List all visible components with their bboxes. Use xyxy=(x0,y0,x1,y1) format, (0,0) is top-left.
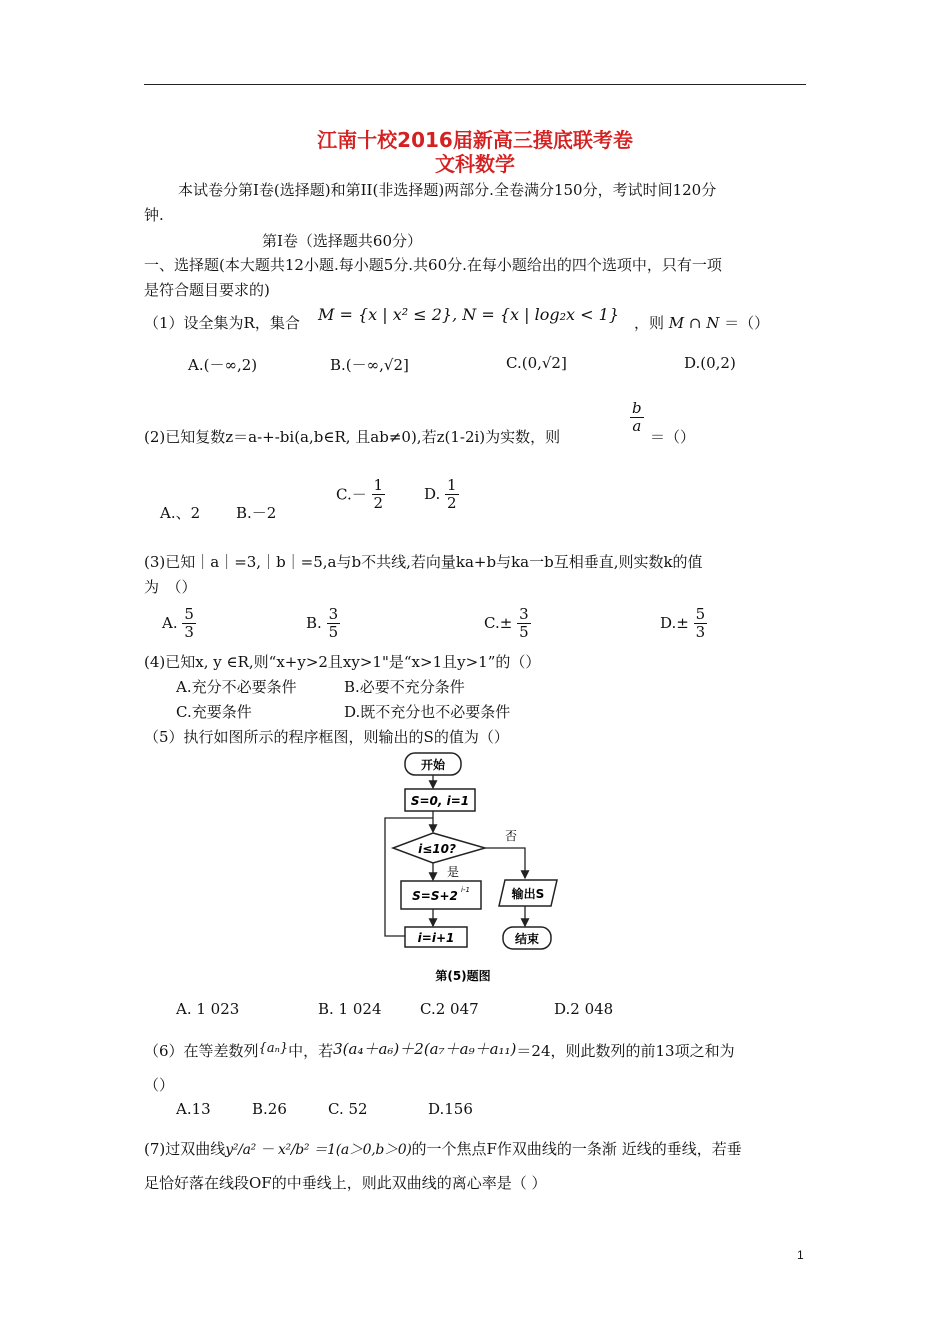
q3-option-c-den: 5 xyxy=(519,622,529,641)
q2-option-c-num: 1 xyxy=(373,476,384,494)
q4-option-a[interactable]: A.充分不必要条件 xyxy=(176,678,297,696)
q2-stem: (2)已知复数z＝a-+-bi(a,b∈R, 且ab≠0),若z(1-2i)为实数，则 xyxy=(144,428,561,446)
q3-option-d-den: 3 xyxy=(695,622,706,641)
q6-line2: （） xyxy=(144,1076,175,1094)
q1-ask-expr: M ∩ N xyxy=(668,314,720,332)
flow-no-label: 否 xyxy=(505,829,518,843)
q2-option-c[interactable] xyxy=(336,477,385,511)
q3-option-a-prefix: A. xyxy=(162,614,178,632)
q1-ask xyxy=(634,312,769,333)
flow-body-superscript: i-1 xyxy=(461,886,470,894)
q1-option-c[interactable]: C.(0,√2] xyxy=(506,354,567,372)
q4-option-b[interactable]: B.必要不充分条件 xyxy=(344,678,465,696)
flow-yes-label: 是 xyxy=(447,865,460,879)
q2-option-d-num: 1 xyxy=(447,476,457,494)
part1-heading: 第Ⅰ卷（选择题共60分） xyxy=(262,232,423,250)
q2-option-c-den: 2 xyxy=(373,493,384,512)
q5-flowchart xyxy=(375,750,575,990)
q6-option-a[interactable]: A.13 xyxy=(176,1100,211,1118)
q7-line2: 足恰好落在线段OF的中垂线上，则此双曲线的离心率是（ ） xyxy=(144,1174,547,1192)
q2-fraction xyxy=(630,400,644,434)
q2-option-c-prefix: C.－ xyxy=(336,485,367,504)
part1-instructions-line1: 一、选择题(本大题共12小题.每小题5分.共60分.在每小题给出的四个选项中，只有一项 xyxy=(144,256,722,274)
q1-stem xyxy=(144,312,300,333)
q6-option-c[interactable]: C. 52 xyxy=(328,1100,368,1118)
q1-prefix: （1）设全集为R，集合 xyxy=(144,314,300,332)
q6-mid: 中，若 xyxy=(288,1042,334,1060)
q6-option-b[interactable]: B.26 xyxy=(252,1100,287,1118)
q6-prefix: （6）在等差数列 xyxy=(144,1042,259,1060)
q4-stem: (4)已知x, y ∈R,则“x+y>2且xy>1"是“x>1且y>1”的（） xyxy=(144,653,541,671)
q2-tail: ＝（） xyxy=(650,428,696,446)
q4-option-d[interactable]: D.既不充分也不必要条件 xyxy=(344,703,511,721)
intro-line2: 钟. xyxy=(144,206,164,224)
q1-sets: M = {x | x² ≤ 2}, N = {x | log₂x < 1} xyxy=(318,305,619,324)
q3-option-a-num: 5 xyxy=(184,605,194,623)
q2-option-d[interactable] xyxy=(424,477,459,511)
q3-option-d[interactable] xyxy=(660,606,707,640)
q1-option-b[interactable]: B.(－∞,√2] xyxy=(330,356,409,374)
q4-option-c[interactable]: C.充要条件 xyxy=(176,703,252,721)
q7-stem xyxy=(144,1138,742,1159)
q3-line1: (3)已知｜a｜=3,｜b｜=5,a与b不共线,若向量ka+b与ka一b互相垂直,则实数k的值 xyxy=(144,553,703,571)
q2-option-b[interactable]: B.－2 xyxy=(236,504,277,522)
part1-instructions-line2: 是符合题目要求的) xyxy=(144,281,270,299)
q1-set-m: M = {x | x² ≤ 2} xyxy=(318,305,453,324)
q3-option-a-den: 3 xyxy=(184,622,194,641)
q3-option-a[interactable] xyxy=(162,606,196,640)
q5-option-d[interactable]: D.2 048 xyxy=(554,1000,614,1018)
q6-expression: 3(a₄＋a₆)＋2(a₇＋a₉＋a₁₁) xyxy=(333,1040,517,1058)
q3-option-c-num: 3 xyxy=(519,605,529,623)
q6-tail: ＝24，则此数列的前13项之和为 xyxy=(516,1042,735,1060)
flow-body-label: S=S+2 xyxy=(412,889,458,903)
q3-option-d-prefix: D.± xyxy=(660,614,689,632)
q3-option-b[interactable] xyxy=(306,606,340,640)
q2-option-d-prefix: D. xyxy=(424,485,441,503)
q5-stem: （5）执行如图所示的程序框图，则输出的S的值为（） xyxy=(144,728,509,746)
q3-line2: 为 （） xyxy=(144,578,197,596)
q1-option-a[interactable]: A.(－∞,2) xyxy=(188,356,258,374)
q6-option-d[interactable]: D.156 xyxy=(428,1100,473,1118)
q5-option-c[interactable]: C.2 047 xyxy=(420,1000,479,1018)
q3-option-b-num: 3 xyxy=(328,605,339,623)
flow-decision-label: i≤10? xyxy=(418,842,456,856)
q1-option-d[interactable]: D.(0,2) xyxy=(684,354,736,372)
flow-increment-label: i=i+1 xyxy=(417,931,455,945)
q3-option-c[interactable] xyxy=(484,606,531,640)
q2-option-d-den: 2 xyxy=(447,493,457,512)
exam-title: 江南十校2016届新高三摸底联考卷 xyxy=(317,128,633,152)
q6-sequence: {aₙ} xyxy=(258,1041,289,1056)
q2-option-a[interactable]: A.、2 xyxy=(160,504,201,522)
q6-stem xyxy=(144,1038,735,1061)
q3-option-b-prefix: B. xyxy=(306,614,322,632)
intro-line1: 本试卷分第Ⅰ卷(选择题)和第II(非选择题)两部分.全卷满分150分，考试时间120分 xyxy=(178,181,717,199)
q3-option-c-prefix: C.± xyxy=(484,614,513,632)
q3-option-d-num: 5 xyxy=(695,605,706,623)
q7-prefix: (7)过双曲线 xyxy=(144,1140,226,1158)
flow-output-label: 输出S xyxy=(511,887,545,901)
q7-hyperbola-equation: y²/a² － x²/b² ＝1(a＞0,b＞0) xyxy=(225,1142,412,1158)
flow-end-label: 结束 xyxy=(514,932,540,946)
q1-set-n: N = {x | log₂x < 1} xyxy=(462,305,619,324)
q7-tail: 的一个焦点F作双曲线的一条渐 近线的垂线，若垂 xyxy=(411,1140,742,1158)
flow-start-label: 开始 xyxy=(420,758,446,772)
flow-init-label: S=0, i=1 xyxy=(410,794,470,808)
page-number: 1 xyxy=(797,1248,804,1262)
flow-caption: 第(5)题图 xyxy=(435,969,491,983)
q5-option-a[interactable]: A. 1 023 xyxy=(176,1000,240,1018)
header-rule xyxy=(144,84,806,85)
q2-frac-num: b xyxy=(632,399,642,417)
q5-option-b[interactable]: B. 1 024 xyxy=(318,1000,382,1018)
q1-ask-pre: ，则 xyxy=(634,314,665,332)
q1-ask-post: ＝（） xyxy=(724,314,770,332)
exam-subject: 文科数学 xyxy=(435,152,515,176)
q3-option-b-den: 5 xyxy=(328,622,339,641)
q2-frac-den: a xyxy=(632,416,642,435)
